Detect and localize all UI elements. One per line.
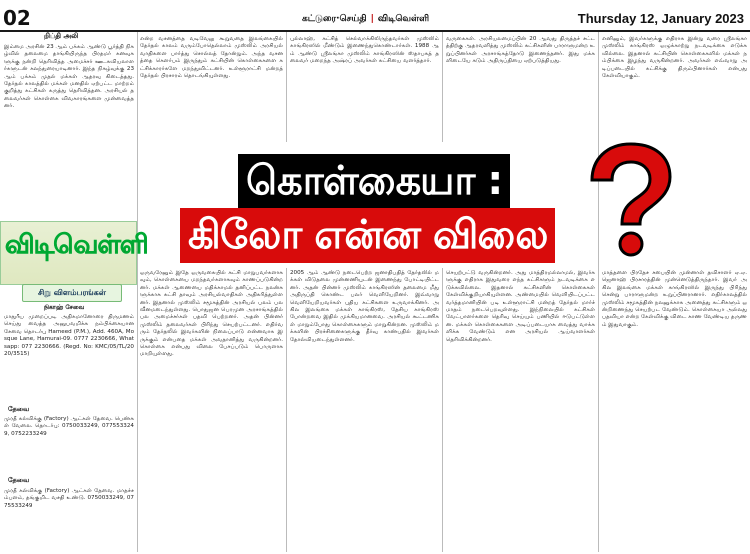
- article-text-col3-lower: 2005 ஆம் ஆண்டு நடைபெற்ற ஜனாதிபதித் தேர்தலில் மக்கள் விடுதலை முன்னணியுடன் இணைந்து போட்டியிட்டனர். அதன் பின்னர் முஸ்லிம் காங்கிரஸின் தலைமை மீது அதிருப்தி கொண்ட பலர் வெளியேறினர். இவ்வாறு வெளியேறியவர்கள் புதிய கட்சிகளை உருவாக்கினர். அகில இலங்கை மக்கள் காங்கிரஸ், தேசிய காங்கிரஸ் போன்றவை இதில் முக்கியமானவை. அரசியல் கூட்டணிகள் மாறும்போது கொள்கைகளும் மாறுகின்றன. முஸ்லிம் மக்களின் பிரச்சினைகளுக்கு தீர்வு காண்பதில் இவர்கள் தோல்வியடைந்துள்ளனர்.: [290, 270, 439, 343]
- article-text-col5: எனினும், இவர்களுக்கு எதிராக இன்று வரை ஸ்ரீலங்கா முஸ்லிம் காங்கிரஸ் ஒழுக்காற்று நடவடிக்கை எடுக்கவில்லை. இதனால் கட்சியின் கொள்கைகளில் மக்கள் நம்பிக்கை இழந்து வருகின்றனர். அவர்கள் எவ்வாறு அடிப்படையில் கட்சிக்கு திரும்பினார்கள் என்பது கேள்வியாகும்.: [602, 36, 747, 80]
- article-text-col5-lower: மாத்தளை பிரதேச சபையின் முன்னாள் தவிசாளர் ஏ.ஏ. ஜெனாஹ் பிரசாரத்தின் முன்னெடுத்திருந்தார். இவர் அகில இலங்கை மக்கள் காங்கிரஸில் இருந்து பிரிந்து சென்று பாராளுமன்ற உறுப்பினரானார். எதிர்காலத்தில் முஸ்லிம் சமூகத்தின் நலனுக்காக அனைத்து கட்சிகளும் ஒன்றிணைந்து செயற்பட வேண்டும். கொள்கையா அல்லது பதவியா என்ற கேள்விக்கு விடை காண வேண்டிய தருணம் இதுவாகும்.: [602, 270, 747, 328]
- headline-line1: கொள்கையா :: [238, 154, 510, 209]
- notice-body: மாதுரீய முறைப்படி அதிகமானோரை திருமணம் செய்து வைத்த அனுபவமிக்க நம்பிக்கையான சேவை தொடர்பு Hameed (P.M.), Add. 460A, Mosque Lane, Hamurai-09. 0777 2230666, Whatsapp: 077 2230666. (Regd. No: KMC/05/TL/2020/3515): [4, 314, 134, 358]
- newspaper-name: விடிவெள்ளி: [377, 14, 430, 24]
- section-label: கட்டுரை·செய்தி: [302, 14, 367, 24]
- column-divider: [442, 32, 443, 142]
- headline-line2: கிலோ என்ன விலை: [180, 208, 555, 263]
- article-text-col2: என்ற வசனத்தை வடிவேலு கூறுவதை இலங்கையில் தேர்தல் காலம் வரும்போதெல்லாம் முஸ்லிம் அரசியல் வாதிகளை பார்த்து சொல்லத் தோன்றும். அந்த வசனத்தை கெளர்பம் இருந்தும் கட்சியின் கொள்கைகளை கட்சிக்காரர்களே மறந்துவிட்டனர். உள்ளூராட்சி மன்றத் தேர்தல் பிரசாரம் தொடங்கியுள்ளது.: [140, 36, 283, 80]
- ad-title: விடிவெள்ளி: [5, 230, 148, 260]
- column-divider: [598, 32, 599, 552]
- question-mark-graphic: [586, 140, 676, 258]
- article-text-col4: வருகைகள். அரசியலமைப்பின் 20 ஆவது திருத்தச் சட்டத்திற்கு ஆதரவளித்து முஸ்லிம் கட்சிகளின் பாராளுமன்ற உறுப்பினர்கள் அரசாங்கத்தோடு இணைந்தனர். இது மக்களிடையே கடும் அதிருப்தியை ஏற்படுத்தியது.: [446, 36, 595, 65]
- ad-subtitle: சிறு விளம்பரங்கள்: [22, 284, 122, 302]
- column-divider: [286, 32, 287, 142]
- article-text-col4-lower: செயற்பட்டு வருகின்றனர். அது மாத்திரமல்லாமல், இவர்களுக்கு எதிராக இதுவரை எந்த கட்சிகளும் நடவடிக்கை எடுக்கவில்லை. இதனால் கட்சிகளின் கொள்கைகள் கேள்விக்குறியாகியுள்ளன. அண்மையில் வெளியிடப்பட்ட வர்த்தமானியின் படி உள்ளூராட்சி மன்றத் தேர்தல் மார்ச் மாதம் நடைபெறவுள்ளது. இந்நிலையில் கட்சிகள் வேட்பாளர்களை தெரிவு செய்யும் பணியில் ஈடுபட்டுள்ளன. மக்கள் கொள்கைகளை அடிப்படையாக வைத்து வாக்களிக்க வேண்டும் என அரசியல் ஆய்வாளர்கள் தெரிவிக்கின்றனர்.: [446, 270, 595, 343]
- article-text-col2-lower: ஒருவரேனும் இதே ஒருவகையில் கட்சி மாறுபவர்களாகவும், கொள்கையை மறந்தவர்களாகவும் காணப்படுகின்றனர். மக்கள் ஆணையை மதிக்காமல் தனிப்பட்ட நலன்களுக்காக கட்சி தாவும் அரசியல்வாதிகள் அதிகரித்துள்ளனர். இதனால் முஸ்லிம் சமூகத்தின் அரசியல் பலம் பலவீனமடைந்துள்ளது. பொதுஜன பெரமுன அரசாங்கத்தில் பல அமைச்சர்கள் பதவி பெற்றனர். அதன் பின்னர் முஸ்லிம் தலைவர்கள் பிரிந்து செயற்பட்டனர். எதிர்வரும் தேர்தலில் இவர்களின் நிலைப்பாடு என்னவாக இருக்கும் என்பதை மக்கள் அவதானித்து வருகின்றனர். கொள்கை என்பது விலை பேசப்படும் பொருளாக மாறியுள்ளது.: [140, 270, 283, 358]
- publication-info: [302, 14, 429, 25]
- article-text-col1: இம்மை அரசின் 23 ஆம் பக்கம் ஆண்டு பூர்த்தி நிகழ்வில் தலைமை தாங்கியிருந்த பிரதமர் கனவுகளுக்கு நன்றி தெரிவித்த அமைச்சர் ஊடகவியலாளர்களுடன் கலந்துரையாடினார். இந்த நிகழ்வுக்கு 23 ஆம் பக்கம் முதல் மக்கள் ஆதரவு கிடைத்தது. தேர்தல் காலத்தில் மக்கள் மனதில் ஏற்பட்ட மாற்றம் குறித்து கட்சிகள் கருத்து தெரிவித்தன. அரசியல் தலைவர்கள் கொள்கை விவகாரங்களை முன்வைத்தனர்.: [4, 44, 134, 110]
- vacancy-heading: தேவை: [8, 476, 30, 484]
- vacancy-body: முரதீ கல்விக்கு (Factory) ஆட்கள் தேவை. மாதச்சம்பளம், தங்குமிட வசதி உண்டு. 0750033249, 0775533249: [4, 488, 134, 509]
- separator: |: [370, 14, 374, 24]
- byline: றிப்தி அலி: [44, 32, 79, 40]
- column-divider: [442, 268, 443, 552]
- vacancy-heading: தேவை: [8, 405, 30, 413]
- article-text-col3: புல்லாஹ், கட்சித் செல்வாக்கிலிருந்தவர்கள் முஸ்லிம் காங்கிரஸில் மீண்டும் இணைந்துகொண்டார்கள். 1988 ஆம் ஆண்டு ஸ்ரீலங்கா முஸ்லிம் காங்கிரஸின் ஸ்தாபகத் தலைவர் மறைந்த அஷ்ரப் அவர்கள் கட்சியை வளர்த்தார்.: [290, 36, 439, 65]
- notice-heading: நிகாஹ் சேவை: [44, 304, 85, 311]
- classified-ad-banner: [0, 221, 148, 285]
- page-header: [0, 0, 750, 32]
- column-divider: [286, 268, 287, 552]
- vacancy-body: முரதீ கல்விக்கு (Factory) ஆட்கள் தேவை. பெண்கள் வேலை. தொடர்பு: 0750033249, 0775533249, 0752233249: [4, 416, 134, 437]
- page-number: 02: [3, 6, 31, 30]
- column-divider: [137, 32, 138, 552]
- issue-date: Thursday 12, January 2023: [577, 11, 744, 26]
